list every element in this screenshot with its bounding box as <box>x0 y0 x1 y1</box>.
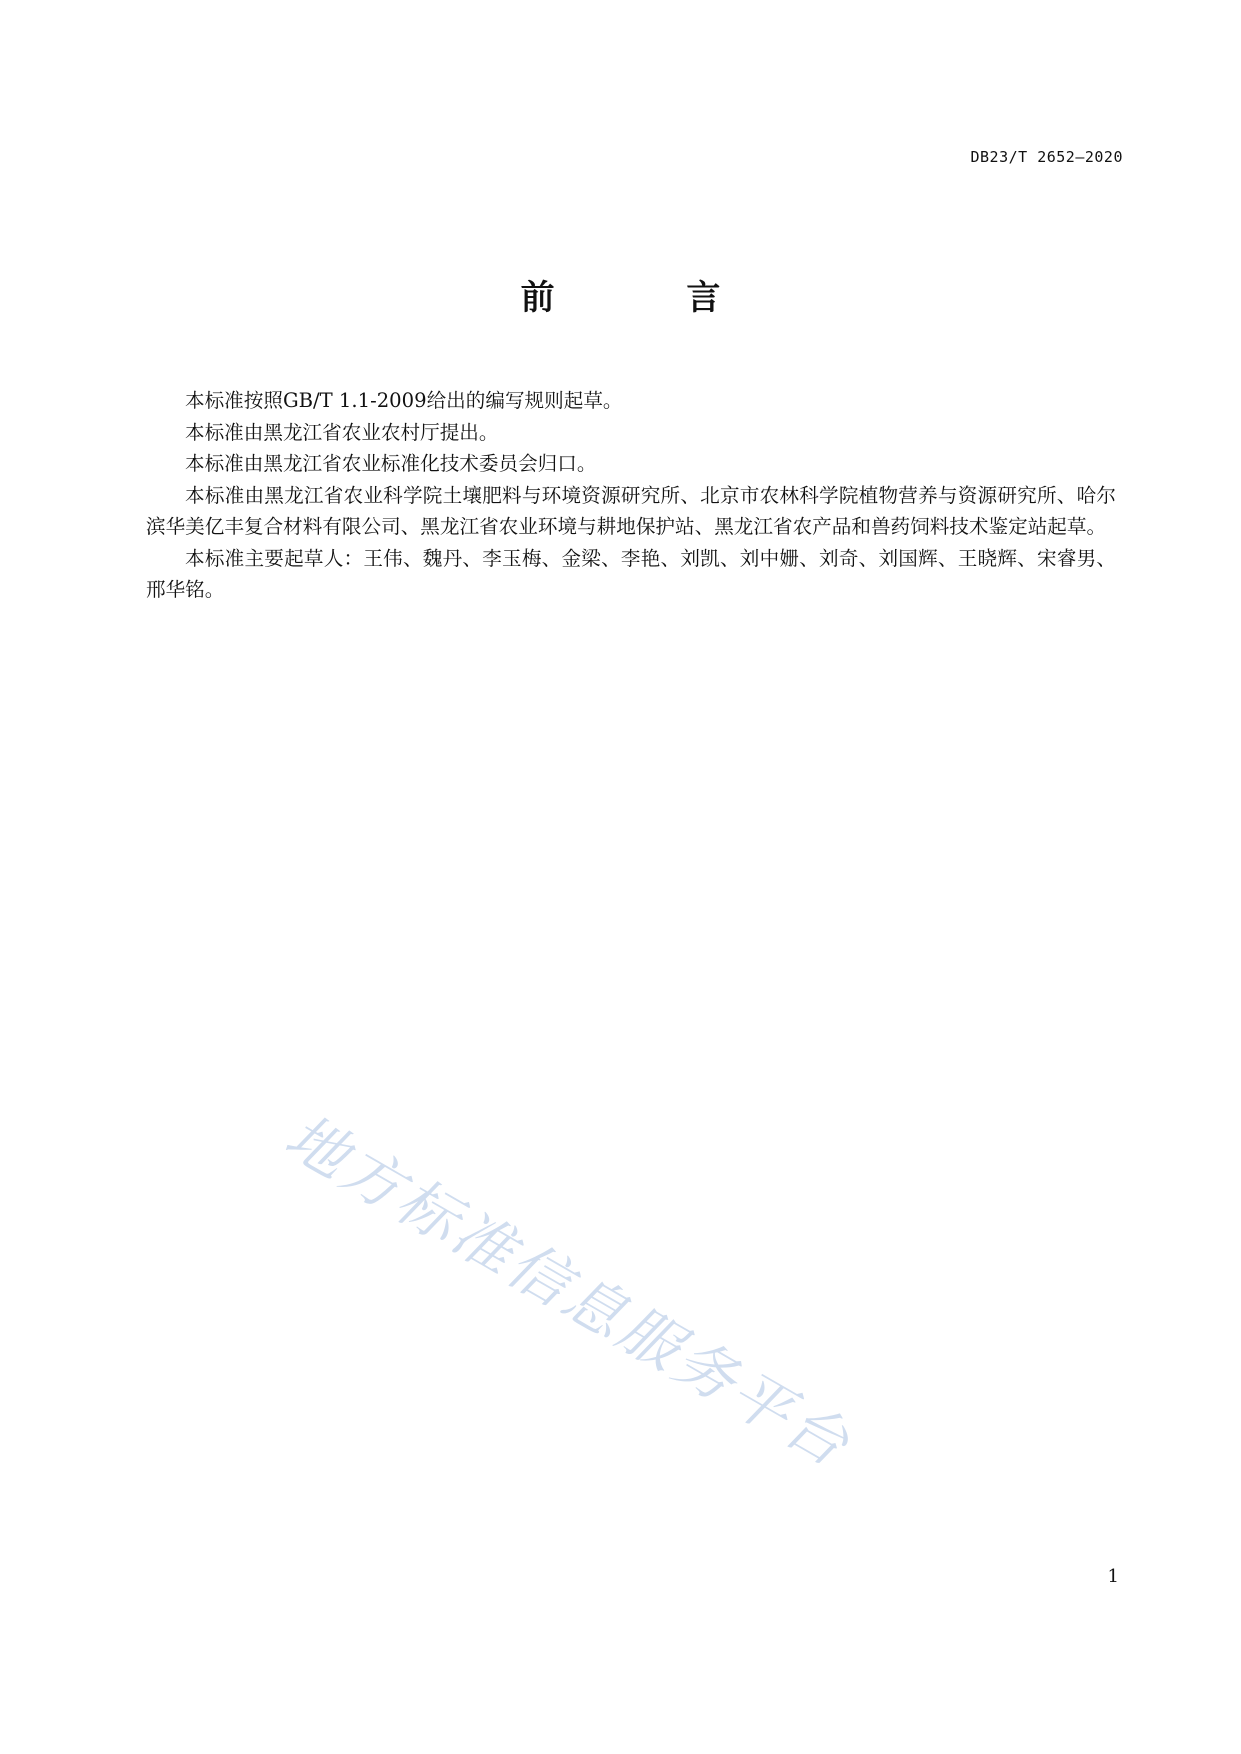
paragraph-proposer: 本标准由黑龙江省农业农村厅提出。 <box>185 420 499 444</box>
foreword-body <box>146 385 1116 606</box>
paragraph-drafters: 本标准主要起草人：王伟、魏丹、李玉梅、金梁、李艳、刘凯、刘中姗、刘奇、刘国辉、王晓辉、宋睿男、邢华铭。 <box>146 546 1116 601</box>
page-number: 1 <box>1107 1566 1119 1587</box>
document-code: DB23/T 2652—2020 <box>970 148 1123 166</box>
paragraph-drafting-units: 本标准由黑龙江省农业科学院土壤肥料与环境资源研究所、北京市农林科学院植物营养与资源研究所、哈尔滨华美亿丰复合材料有限公司、黑龙江省农业环境与耕地保护站、黑龙江省农产品和兽药饲料技术鉴定站起草。 <box>146 483 1116 538</box>
watermark-text: 地方标准信息服务平台 <box>273 1101 863 1482</box>
paragraph-drafting-rules: 本标准按照GB/T 1.1-2009给出的编写规则起草。 <box>185 389 623 412</box>
paragraph-centralized-by: 本标准由黑龙江省农业标准化技术委员会归口。 <box>185 452 597 475</box>
page-title: 前 言 <box>520 278 781 318</box>
